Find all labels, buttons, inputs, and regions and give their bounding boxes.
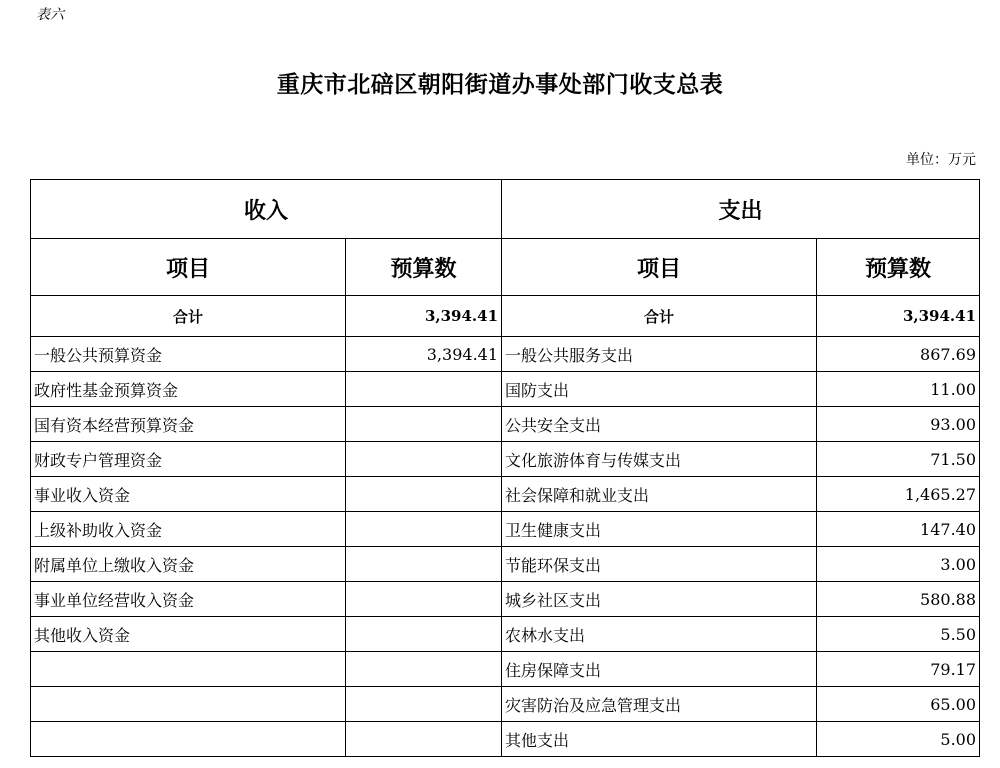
table-row xyxy=(31,337,980,372)
income-total-label: 合计 xyxy=(31,296,346,337)
income-value-cell xyxy=(346,652,502,687)
income-item-cell xyxy=(31,687,346,722)
expense-value-cell: 79.17 xyxy=(817,652,980,687)
expense-value-cell: 5.50 xyxy=(817,617,980,652)
expense-item-cell: 节能环保支出 xyxy=(502,547,817,582)
expense-item-cell: 卫生健康支出 xyxy=(502,512,817,547)
table-tag: 表六 xyxy=(36,7,64,23)
income-budget-header: 预算数 xyxy=(346,239,502,296)
expense-item-header: 项目 xyxy=(502,239,817,296)
expense-value-cell: 3.00 xyxy=(817,547,980,582)
budget-table xyxy=(30,179,980,757)
expense-item-cell: 其他支出 xyxy=(502,722,817,757)
expense-value-cell: 1,465.27 xyxy=(817,477,980,512)
expense-item-cell: 文化旅游体育与传媒支出 xyxy=(502,442,817,477)
expense-total-value: 3,394.41 xyxy=(817,296,980,337)
expense-section-header: 支出 xyxy=(502,180,980,239)
section-header-row xyxy=(31,180,980,239)
table-row xyxy=(31,372,980,407)
income-value-cell xyxy=(346,512,502,547)
table-row xyxy=(31,652,980,687)
income-item-cell: 一般公共预算资金 xyxy=(31,337,346,372)
expense-value-cell: 93.00 xyxy=(817,407,980,442)
expense-value-cell: 580.88 xyxy=(817,582,980,617)
income-value-cell: 3,394.41 xyxy=(346,337,502,372)
income-item-cell xyxy=(31,652,346,687)
total-row xyxy=(31,296,980,337)
income-item-cell: 事业单位经营收入资金 xyxy=(31,582,346,617)
income-value-cell xyxy=(346,722,502,757)
income-value-cell xyxy=(346,442,502,477)
expense-value-cell: 65.00 xyxy=(817,687,980,722)
expense-value-cell: 11.00 xyxy=(817,372,980,407)
income-item-header: 项目 xyxy=(31,239,346,296)
expense-value-cell: 71.50 xyxy=(817,442,980,477)
expense-value-cell: 867.69 xyxy=(817,337,980,372)
table-row xyxy=(31,442,980,477)
table-row xyxy=(31,407,980,442)
income-value-cell xyxy=(346,372,502,407)
expense-total-label: 合计 xyxy=(502,296,817,337)
expense-item-cell: 一般公共服务支出 xyxy=(502,337,817,372)
expense-item-cell: 社会保障和就业支出 xyxy=(502,477,817,512)
expense-item-cell: 农林水支出 xyxy=(502,617,817,652)
income-value-cell xyxy=(346,547,502,582)
income-value-cell xyxy=(346,582,502,617)
income-item-cell: 事业收入资金 xyxy=(31,477,346,512)
expense-item-cell: 住房保障支出 xyxy=(502,652,817,687)
table-row xyxy=(31,617,980,652)
table-row xyxy=(31,547,980,582)
table-row xyxy=(31,582,980,617)
income-item-cell: 政府性基金预算资金 xyxy=(31,372,346,407)
page-title: 重庆市北碚区朝阳街道办事处部门收支总表 xyxy=(276,71,724,98)
income-item-cell: 附属单位上缴收入资金 xyxy=(31,547,346,582)
expense-item-cell: 灾害防治及应急管理支出 xyxy=(502,687,817,722)
table-row xyxy=(31,512,980,547)
expense-item-cell: 国防支出 xyxy=(502,372,817,407)
expense-item-cell: 公共安全支出 xyxy=(502,407,817,442)
column-header-row xyxy=(31,239,980,296)
income-value-cell xyxy=(346,407,502,442)
income-item-cell xyxy=(31,722,346,757)
income-item-cell: 上级补助收入资金 xyxy=(31,512,346,547)
expense-value-cell: 5.00 xyxy=(817,722,980,757)
income-item-cell: 国有资本经营预算资金 xyxy=(31,407,346,442)
unit-label: 单位：万元 xyxy=(906,152,976,168)
expense-value-cell: 147.40 xyxy=(817,512,980,547)
expense-budget-header: 预算数 xyxy=(817,239,980,296)
table-row xyxy=(31,687,980,722)
table-row xyxy=(31,477,980,512)
table-row xyxy=(31,722,980,757)
expense-item-cell: 城乡社区支出 xyxy=(502,582,817,617)
income-value-cell xyxy=(346,477,502,512)
income-value-cell xyxy=(346,687,502,722)
income-total-value: 3,394.41 xyxy=(346,296,502,337)
income-section-header: 收入 xyxy=(31,180,502,239)
income-value-cell xyxy=(346,617,502,652)
income-item-cell: 其他收入资金 xyxy=(31,617,346,652)
income-item-cell: 财政专户管理资金 xyxy=(31,442,346,477)
